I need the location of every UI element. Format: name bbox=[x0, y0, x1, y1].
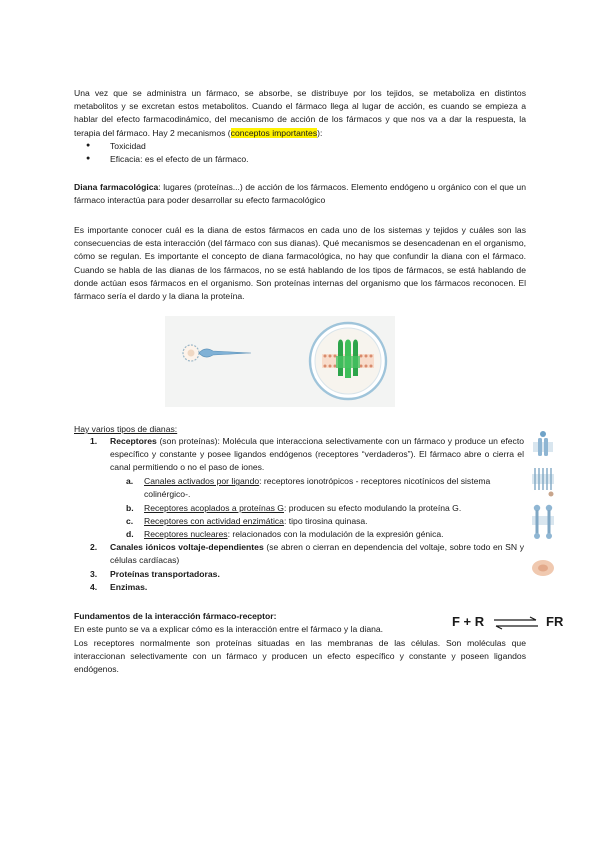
intro-end: ): bbox=[317, 127, 323, 138]
item-canales-ionicos bbox=[110, 541, 524, 567]
subitem-text: : tipo tirosina quinasa. bbox=[283, 516, 368, 526]
intro-text: Una vez que se administra un fármaco, se absorbe, se distribuye por los tejidos, se metaboliza en distintos metabolitos y se excretan estos metabolitos. Cuando el fármaco llega al lugar de acción, es cuando se empieza a hablar del efecto farmacodinámico, del mecanismo de acción de los fármacos y que nos va a dar la respuesta, la terapia del fármaco. Hay 2 mecanismos ( bbox=[74, 88, 526, 138]
subitem-label: Canales activados por ligando bbox=[144, 476, 260, 486]
item-number-2: 2. bbox=[90, 542, 98, 552]
highlighted-concepts: conceptos importantes bbox=[230, 127, 318, 138]
equation-left: F + R bbox=[452, 614, 485, 629]
dart-target-svg bbox=[165, 316, 395, 407]
receptores-text: (son proteínas): Molécula que interacciona selectivamente con un fármaco y produce un efecto específico y constante y posee ligandos endógenos (receptores “verdaderos”). El fármaco abre o cierra el canal permitiendo o no el paso de iones. bbox=[110, 436, 524, 472]
nuclear-receptor-icon bbox=[532, 560, 554, 576]
subitem-proteinas-g bbox=[144, 502, 524, 515]
subitem-enzimatica bbox=[144, 515, 524, 528]
canales-title: Canales iónicos voltaje-dependientes bbox=[110, 542, 264, 552]
diana-definition: : lugares (proteínas...) de acción de los fármacos. Elemento endógeno u orgánico con el que un fármaco interactúa para poder desarrollar su efecto farmacológico bbox=[74, 182, 526, 206]
item-enzimas: Enzimas. bbox=[110, 582, 148, 592]
receptor-types-icons bbox=[528, 428, 558, 580]
subitem-text: : relacionados con la modulación de la expresión génica. bbox=[227, 529, 444, 539]
subitem-nucleares bbox=[144, 528, 524, 541]
item-proteinas-transportadoras: Proteínas transportadoras. bbox=[110, 569, 220, 579]
bullet-toxicidad: ● Toxicidad bbox=[74, 140, 249, 153]
types-heading: Hay varios tipos de dianas: bbox=[74, 424, 178, 434]
fundamentos-heading: Fundamentos de la interacción fármaco-receptor: bbox=[74, 611, 277, 621]
sub-letter-a: a. bbox=[126, 476, 134, 486]
canales-text: (se abren o cierran en dependencia del voltaje, sobre todo en SN y células cardíacas) bbox=[110, 542, 524, 565]
fundamentos-paragraph: Los receptores normalmente son proteínas situadas en las membranas de las células. Son moléculas que interaccionan selectivamente con un fármaco y producen un efecto específico y constante y poseen ligandos endógenos. bbox=[74, 638, 526, 675]
equilibrium-arrow-icon bbox=[492, 616, 540, 630]
drug-dart-icon bbox=[183, 345, 251, 361]
item-receptores bbox=[110, 435, 524, 473]
item-number-3: 3. bbox=[90, 569, 98, 579]
subitem-text: : receptores ionotrópicos - receptores nicotínicos del sistema colinérgico-. bbox=[144, 476, 491, 499]
subitem-label: Receptores acoplados a proteínas G bbox=[144, 503, 284, 513]
g-protein-receptor-icon bbox=[532, 468, 554, 497]
sub-letter-d: d. bbox=[126, 529, 134, 539]
ligand-channel-icon bbox=[533, 431, 553, 456]
item-number-1: 1. bbox=[90, 436, 98, 446]
sub-letter-c: c. bbox=[126, 516, 134, 526]
equation-right: FR bbox=[546, 614, 564, 629]
subitem-text: : producen su efecto modulando la proteína G. bbox=[283, 503, 462, 513]
bullet-eficacia: ● Eficacia: es el efecto de un fármaco. bbox=[74, 153, 249, 166]
item-number-4: 4. bbox=[90, 582, 98, 592]
fundamentos-intro: En este punto se va a explicar cómo es la interacción entre el fármaco y la diana. bbox=[74, 624, 384, 634]
diana-paragraph bbox=[74, 181, 526, 207]
importance-paragraph: Es importante conocer cuál es la diana de estos fármacos en cada uno de los sistemas y tejidos y cuáles son las consecuencias de esta interacción (del fármaco con sus dianas). Qué mecanismos se desencadenan en el organismo, cómo se regulan. Es importante el concepto de diana farmacológica, no hay que confundir la diana con el fármaco. Cuando se habla de las dianas de los fármacos, no se está hablando de los tipos de fármacos, se está hablando de donde actúan esos fármacos en el organismo. Son proteínas internas del organismo que los fármacos reconocen. El fármaco sería el dardo y la diana la proteína. bbox=[74, 225, 526, 302]
sub-letter-b: b. bbox=[126, 503, 134, 513]
target-cell-icon bbox=[310, 323, 386, 399]
subitem-label: Receptores con actividad enzimática bbox=[144, 516, 284, 526]
mechanisms-list bbox=[74, 140, 249, 166]
subitem-canales-ligando bbox=[144, 475, 524, 501]
diana-term: Diana farmacológica bbox=[74, 182, 159, 192]
intro-paragraph bbox=[74, 87, 526, 140]
dart-target-illustration bbox=[165, 316, 395, 407]
receptores-title: Receptores bbox=[110, 436, 157, 446]
subitem-label: Receptores nucleares bbox=[144, 529, 228, 539]
enzymatic-receptor-icon bbox=[532, 505, 554, 539]
